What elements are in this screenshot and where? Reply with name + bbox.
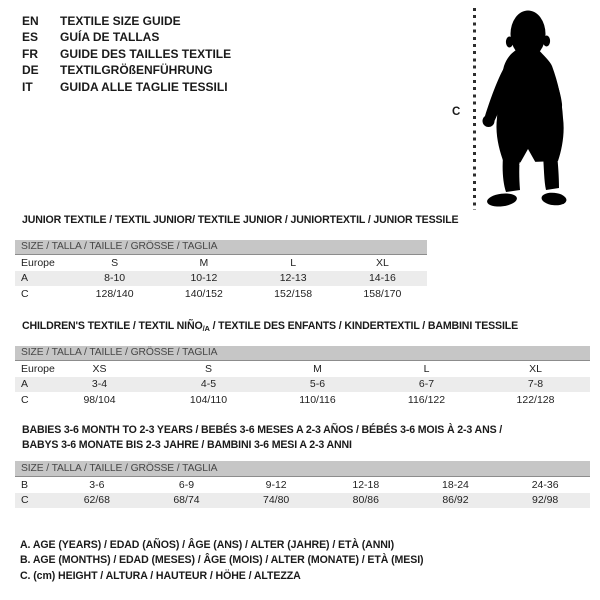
table-row	[15, 493, 590, 509]
cell: 62/68	[83, 494, 110, 507]
junior-section-title: JUNIOR TEXTILE / TEXTIL JUNIOR/ TEXTILE JUNIOR / JUNIORTEXTIL / JUNIOR TESSILE	[22, 214, 459, 226]
cell: 8-10	[104, 272, 126, 285]
table-row	[15, 477, 590, 493]
baby-silhouette-icon	[440, 0, 600, 230]
language-title-block	[22, 13, 231, 95]
table-row	[15, 377, 590, 393]
lang-row-it	[22, 79, 231, 95]
size-bar: SIZE / TALLA / TAILLE / GRÖSSE / TAGLIA	[15, 461, 590, 477]
babies-section-title	[22, 423, 582, 454]
lang-code: EN	[22, 14, 39, 28]
lang-title: GUÍA DE TALLAS	[60, 30, 160, 45]
junior-size-table	[15, 240, 427, 302]
cell: 116/122	[407, 393, 446, 406]
cell: 140/152	[184, 287, 223, 300]
cell: M	[199, 256, 209, 269]
lang-row-de	[22, 62, 231, 78]
lang-title: TEXTILE SIZE GUIDE	[60, 14, 181, 28]
table-row	[15, 392, 590, 408]
lang-code: FR	[22, 46, 38, 61]
cell: XS	[92, 362, 107, 375]
row-label: A	[21, 272, 29, 285]
cell: 3-4	[91, 378, 108, 391]
cell: 4-5	[200, 378, 217, 391]
table-row	[15, 286, 427, 302]
cell: 98/104	[83, 393, 116, 406]
cell: 24-36	[531, 478, 559, 491]
cell: 122/128	[516, 393, 555, 406]
cell: S	[204, 362, 212, 375]
babies-title-line2: BABYS 3-6 MONATE BIS 2-3 JAHRE / BAMBINI 3-6 MESI A 2-3 ANNI	[22, 439, 352, 452]
baby-figure	[440, 0, 600, 230]
cell: 86/92	[442, 494, 469, 507]
lang-title: GUIDE DES TAILLES TEXTILE	[60, 46, 232, 61]
cell: 104/110	[189, 393, 228, 406]
footnote-a: A. AGE (YEARS) / EDAD (AÑOS) / ÂGE (ANS) / ALTER (JAHRE) / ETÀ (ANNI)	[20, 539, 395, 551]
cell: L	[423, 362, 430, 375]
cell: 3-6	[89, 478, 105, 491]
cell: 128/140	[95, 287, 134, 300]
table-row	[15, 255, 427, 271]
cell: 14-16	[368, 272, 396, 285]
children-size-table	[15, 346, 590, 408]
babies-title-line1: BABIES 3-6 MONTH TO 2-3 YEARS / BEBÉS 3-6 MESES A 2-3 AÑOS / BÉBÉS 3-6 MOIS À 2-3 ANS /	[22, 424, 503, 436]
cell: 152/158	[274, 287, 313, 300]
cell: 12-13	[279, 272, 307, 285]
cell: 5-6	[309, 378, 326, 391]
babies-size-table	[15, 461, 590, 508]
cell: M	[313, 362, 322, 375]
footnote-b: B. AGE (MONTHS) / EDAD (MESES) / ÂGE (MOIS) / ALTER (MONATE) / ETÀ (MESI)	[20, 554, 424, 567]
children-title-sub: /A	[202, 324, 210, 333]
cell: 10-12	[190, 272, 218, 285]
cell: XL	[375, 256, 389, 269]
row-label: C	[21, 287, 29, 300]
row-label: Europe	[21, 362, 55, 375]
row-label: A	[21, 378, 29, 391]
lang-code: ES	[22, 30, 39, 45]
cell: 18-24	[442, 478, 469, 491]
children-title-pre: CHILDREN'S TEXTILE / TEXTIL NIÑO	[22, 320, 203, 332]
lang-row-en	[22, 13, 231, 29]
cell: 92/98	[532, 494, 559, 507]
cell: 68/74	[173, 494, 200, 507]
cell: 74/80	[263, 494, 290, 507]
children-title-post: / TEXTILE DES ENFANTS / KINDERTEXTIL / BAMBINI TESSILE	[209, 320, 518, 332]
lang-code: DE	[22, 63, 39, 78]
lang-code: IT	[22, 79, 33, 94]
table-row	[15, 361, 590, 377]
cell: 6-7	[418, 378, 435, 391]
lang-row-fr	[22, 46, 231, 62]
cell: XL	[529, 362, 542, 375]
row-label: C	[21, 494, 29, 507]
row-label: Europe	[21, 256, 55, 269]
row-label: B	[21, 478, 29, 491]
cell: 158/170	[363, 287, 402, 300]
cell: 80/86	[352, 494, 379, 507]
lang-title: GUIDA ALLE TAGLIE TESSILI	[60, 79, 228, 94]
cell: S	[111, 256, 119, 269]
lang-row-es	[22, 29, 231, 45]
row-label: C	[21, 393, 29, 406]
lang-title: TEXTILGRÖßENFÜHRUNG	[60, 63, 213, 78]
table-row	[15, 271, 427, 287]
cell: 6-9	[178, 478, 195, 491]
size-bar: SIZE / TALLA / TAILLE / GRÖSSE / TAGLIA	[15, 240, 427, 255]
size-bar: SIZE / TALLA / TAILLE / GRÖSSE / TAGLIA	[15, 346, 590, 361]
height-measure-label: C	[452, 106, 461, 118]
children-section-title	[22, 320, 518, 333]
footnote-c: C. (cm) HEIGHT / ALTURA / HAUTEUR / HÖHE / ALTEZZA	[20, 569, 301, 582]
cell: L	[290, 256, 297, 269]
cell: 7-8	[527, 378, 544, 391]
cell: 12-18	[352, 478, 380, 491]
cell: 9-12	[265, 478, 287, 491]
footnotes	[20, 538, 424, 584]
cell: 110/116	[299, 393, 336, 406]
